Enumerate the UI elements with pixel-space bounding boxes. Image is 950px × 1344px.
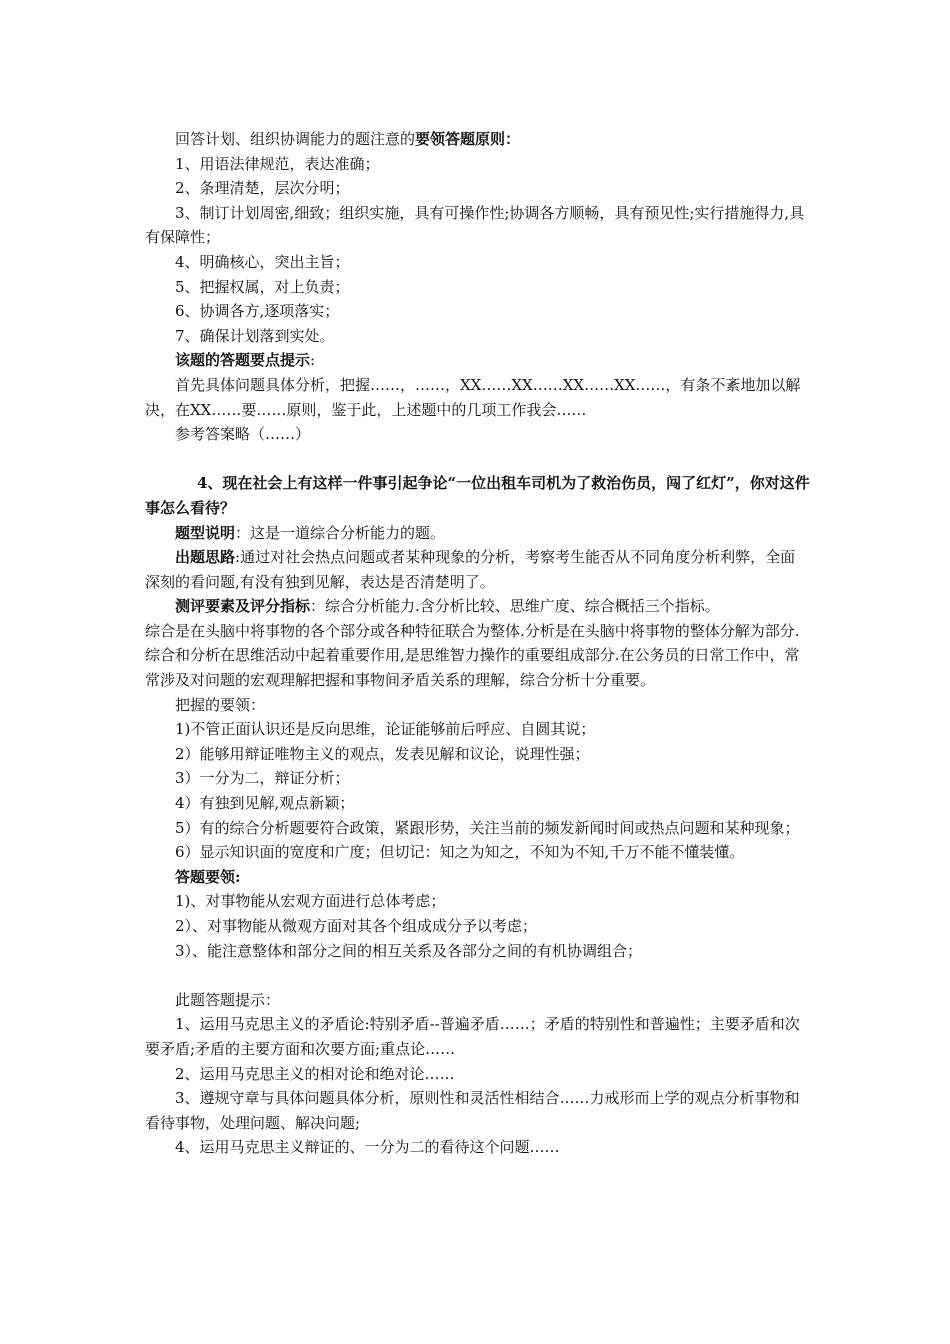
grasp-item: 6）显示知识面的宽度和广度；但切记：知之为知之，不知为不知,千万不能不懂装懂。: [175, 843, 745, 862]
rule-item: 5、把握权属，对上负责；: [175, 277, 350, 296]
grasp-heading: 把握的要领：: [175, 695, 266, 714]
analysis-description: 综合是在头脑中将事物的各个部分或各种特征联合为整体.分析是在头脑中将事物的整体分解为部分.综合和分析在思维活动中起着重要作用,是思维智力操作的重要组成部分.在公务员的日常工作中，常常涉及对问题的宏观理解把握和事物间矛盾关系的理解，综合分析十分重要。: [145, 621, 800, 690]
question-heading: 4、现在社会上有这样一件事引起争论“一位出租车司机为了救治伤员，闯了红灯”，你对这件事怎么看待？: [145, 474, 810, 517]
rule-item: 7、确保计划落到实处。: [175, 326, 335, 345]
rule-item: 3、制订计划周密,细致；组织实施，具有可操作性;协调各方顺畅，具有预见性;实行措施得力,具有保障性；: [145, 203, 805, 247]
answer-item: 1)、对事物能从宏观方面进行总体考虑；: [175, 892, 446, 911]
grasp-item: 2）能够用辩证唯物主义的观点，发表见解和议论，说理性强；: [175, 744, 590, 763]
intro-line: 回答计划、组织协调能力的题注意的要领答题原则：: [175, 130, 521, 148]
hint-heading: 此题答题提示：: [175, 990, 281, 1009]
grasp-item: 1)不管正面认识还是反向思维，论证能够前后呼应、自圆其说；: [175, 720, 596, 739]
tips-heading: 该题的答题要点提示:: [175, 351, 316, 370]
grasp-item: 4）有独到见解,观点新颖；: [175, 794, 355, 813]
rule-item: 1、用语法律规范，表达准确；: [175, 154, 380, 173]
rule-item: 4、明确核心，突出主旨；: [175, 252, 350, 271]
reference-answer: 参考答案略（……）: [175, 425, 311, 444]
hint-item: 4、运用马克思主义辩证的、一分为二的看待这个问题……: [175, 1138, 560, 1157]
grasp-item: 5）有的综合分析题要符合政策，紧跟形势，关注当前的频发新闻时间或热点问题和某种现象；: [175, 818, 800, 837]
rule-item: 2、条理清楚，层次分明；: [175, 179, 350, 198]
hint-item: 1、运用马克思主义的矛盾论:特别矛盾--普遍矛盾……；矛盾的特别性和普遍性；主要矛盾和次要矛盾;矛盾的主要方面和次要方面;重点论……: [145, 1015, 800, 1058]
answer-item: 3）、能注意整体和部分之间的相互关系及各部分之间的有机协调组合；: [175, 941, 643, 960]
rule-item: 6、协调各方,逐项落实；: [175, 302, 340, 321]
grasp-item: 3）一分为二，辩证分析；: [175, 769, 350, 788]
hint-item: 2、运用马克思主义的相对论和绝对论……: [175, 1064, 455, 1083]
question-type: 题型说明：这是一道综合分析能力的题。: [175, 523, 446, 542]
question-idea: 出题思路:通过对社会热点问题或者某种现象的分析，考察考生能否从不同角度分析利弊，全面深刻的看问题,有没有独到见解，表达是否清楚明了。: [145, 548, 796, 591]
answer-heading: 答题要领:: [175, 867, 241, 886]
answer-item: 2）、对事物能从微观方面对其各个组成成分予以考虑；: [175, 917, 538, 935]
spacer: [145, 963, 810, 988]
hint-item: 3、遵规守章与具体问题具体分析，原则性和灵活性相结合……力戒形而上学的观点分析事物和看待事物，处理问题、解决问题;: [145, 1089, 800, 1132]
evaluation-criteria: 测评要素及评分指标：综合分析能力.含分析比较、思维广度、综合概括三个指标。: [175, 597, 720, 616]
spacer: [145, 447, 810, 472]
tips-text: 首先具体问题具体分析，把握……，……，XX……XX……XX……XX……，有条不紊地加以解决，在XX……要……原则，鉴于此，上述题中的几项工作我会……: [145, 375, 801, 419]
